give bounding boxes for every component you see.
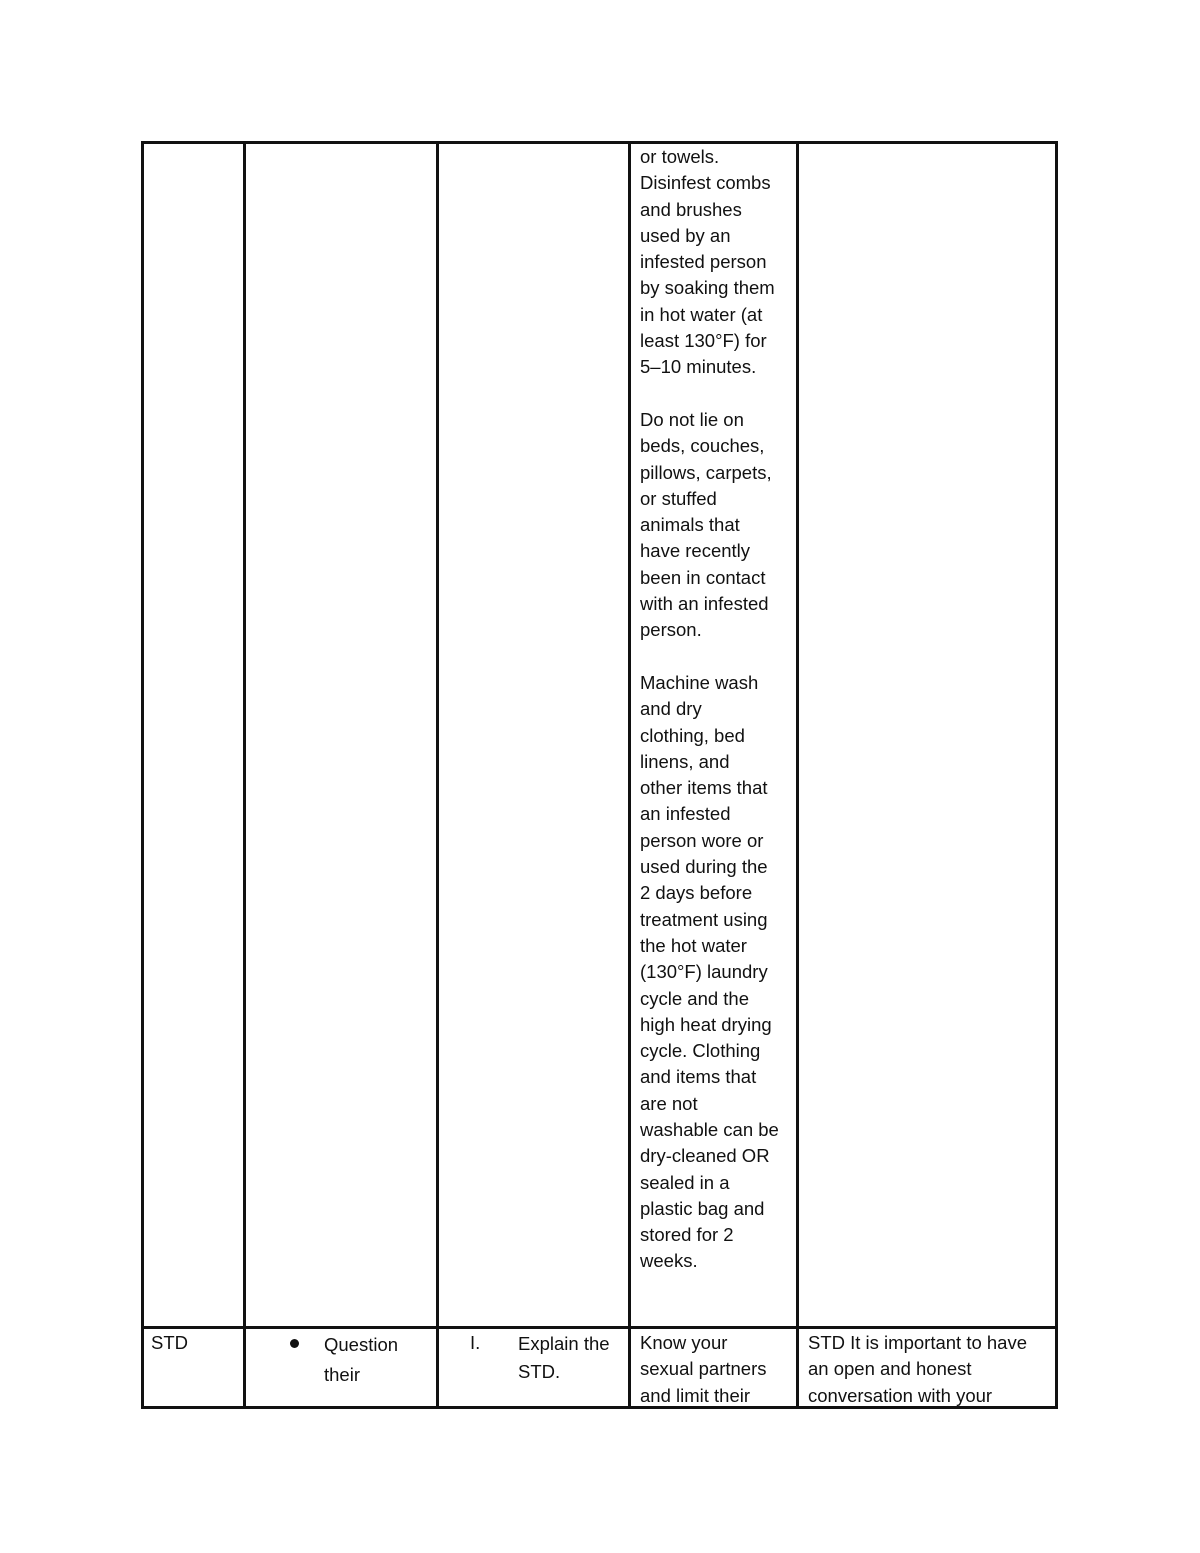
text-line: Know your bbox=[640, 1332, 728, 1353]
text-line: or stuffed bbox=[640, 487, 717, 509]
table-border-right bbox=[1055, 141, 1058, 1409]
text-line: person. bbox=[640, 619, 702, 641]
text-line: weeks. bbox=[640, 1250, 698, 1272]
row1-col4-paragraph-1 bbox=[640, 144, 790, 381]
column-divider-3 bbox=[628, 141, 631, 1409]
text-line: stored for 2 bbox=[640, 1224, 734, 1246]
text-line: 2 days before bbox=[640, 882, 753, 904]
text-line: and brushes bbox=[640, 198, 742, 220]
text-line: STD. bbox=[518, 1361, 561, 1382]
text-line: in hot water (at bbox=[640, 303, 763, 325]
text-line: beds, couches, bbox=[640, 435, 765, 457]
text-line: clothing, bed bbox=[640, 724, 745, 746]
row2-col3-list-marker: I. bbox=[470, 1332, 481, 1353]
text-line: used during the bbox=[640, 856, 768, 878]
text-line: high heat drying bbox=[640, 1013, 772, 1035]
text-line: an open and honest bbox=[808, 1358, 972, 1380]
paragraph-gap bbox=[640, 381, 790, 407]
paragraph-gap bbox=[640, 644, 790, 670]
text-line: washable can be bbox=[640, 1118, 779, 1140]
text-line: and items that bbox=[640, 1066, 757, 1088]
text-line: their bbox=[324, 1364, 360, 1385]
column-divider-2 bbox=[436, 141, 439, 1409]
text-line: by soaking them bbox=[640, 277, 775, 299]
text-line: Question bbox=[324, 1334, 399, 1355]
text-line: conversation with your bbox=[808, 1384, 993, 1406]
text-line: used by an bbox=[640, 224, 731, 246]
text-line: other items that bbox=[640, 777, 768, 799]
text-line: cycle. Clothing bbox=[640, 1040, 761, 1062]
bullet-icon bbox=[290, 1339, 299, 1348]
table-border-top bbox=[141, 141, 1058, 144]
text-line: infested person bbox=[640, 251, 767, 273]
text-line: cycle and the bbox=[640, 987, 750, 1009]
text-line: or towels. bbox=[640, 146, 720, 167]
text-line: Disinfest combs bbox=[640, 172, 771, 194]
text-line: Machine wash bbox=[640, 671, 759, 693]
table-row-divider bbox=[141, 1326, 1058, 1329]
text-line: sealed in a bbox=[640, 1171, 730, 1193]
row2-col4-cell bbox=[640, 1330, 766, 1409]
row2-col5-cell bbox=[808, 1330, 1027, 1409]
column-divider-4 bbox=[796, 141, 799, 1409]
column-divider-1 bbox=[243, 141, 246, 1409]
text-line: person wore or bbox=[640, 829, 764, 851]
text-line: been in contact bbox=[640, 566, 766, 588]
text-line: (130°F) laundry bbox=[640, 961, 768, 983]
text-line: 5–10 minutes. bbox=[640, 356, 757, 378]
text-line: and dry bbox=[640, 698, 702, 720]
text-line: animals that bbox=[640, 514, 740, 536]
text-line: plastic bag and bbox=[640, 1197, 765, 1219]
text-line: Explain the bbox=[518, 1333, 610, 1354]
row1-col4-paragraph-2 bbox=[640, 407, 790, 644]
row1-col4-cell bbox=[640, 144, 790, 1275]
text-line: least 130°F) for bbox=[640, 330, 767, 352]
text-line: an infested bbox=[640, 803, 731, 825]
row1-col4-paragraph-3 bbox=[640, 670, 790, 1275]
text-line: the hot water bbox=[640, 934, 747, 956]
text-line: dry-cleaned OR bbox=[640, 1145, 770, 1167]
text-line: linens, and bbox=[640, 750, 730, 772]
text-line: and limit their bbox=[640, 1384, 751, 1406]
text-line: are not bbox=[640, 1092, 698, 1114]
text-line: STD It is important to have bbox=[808, 1332, 1028, 1353]
row2-col3-cell bbox=[518, 1330, 610, 1386]
text-line: have recently bbox=[640, 540, 751, 562]
text-line: treatment using bbox=[640, 908, 768, 930]
table-border-left bbox=[141, 141, 144, 1409]
text-line: Do not lie on bbox=[640, 408, 744, 430]
text-line: sexual partners bbox=[640, 1358, 767, 1380]
text-line: pillows, carpets, bbox=[640, 461, 772, 483]
text-line: with an infested bbox=[640, 593, 769, 615]
row2-col1-cell: STD bbox=[151, 1332, 188, 1353]
row2-col2-cell bbox=[324, 1330, 398, 1390]
